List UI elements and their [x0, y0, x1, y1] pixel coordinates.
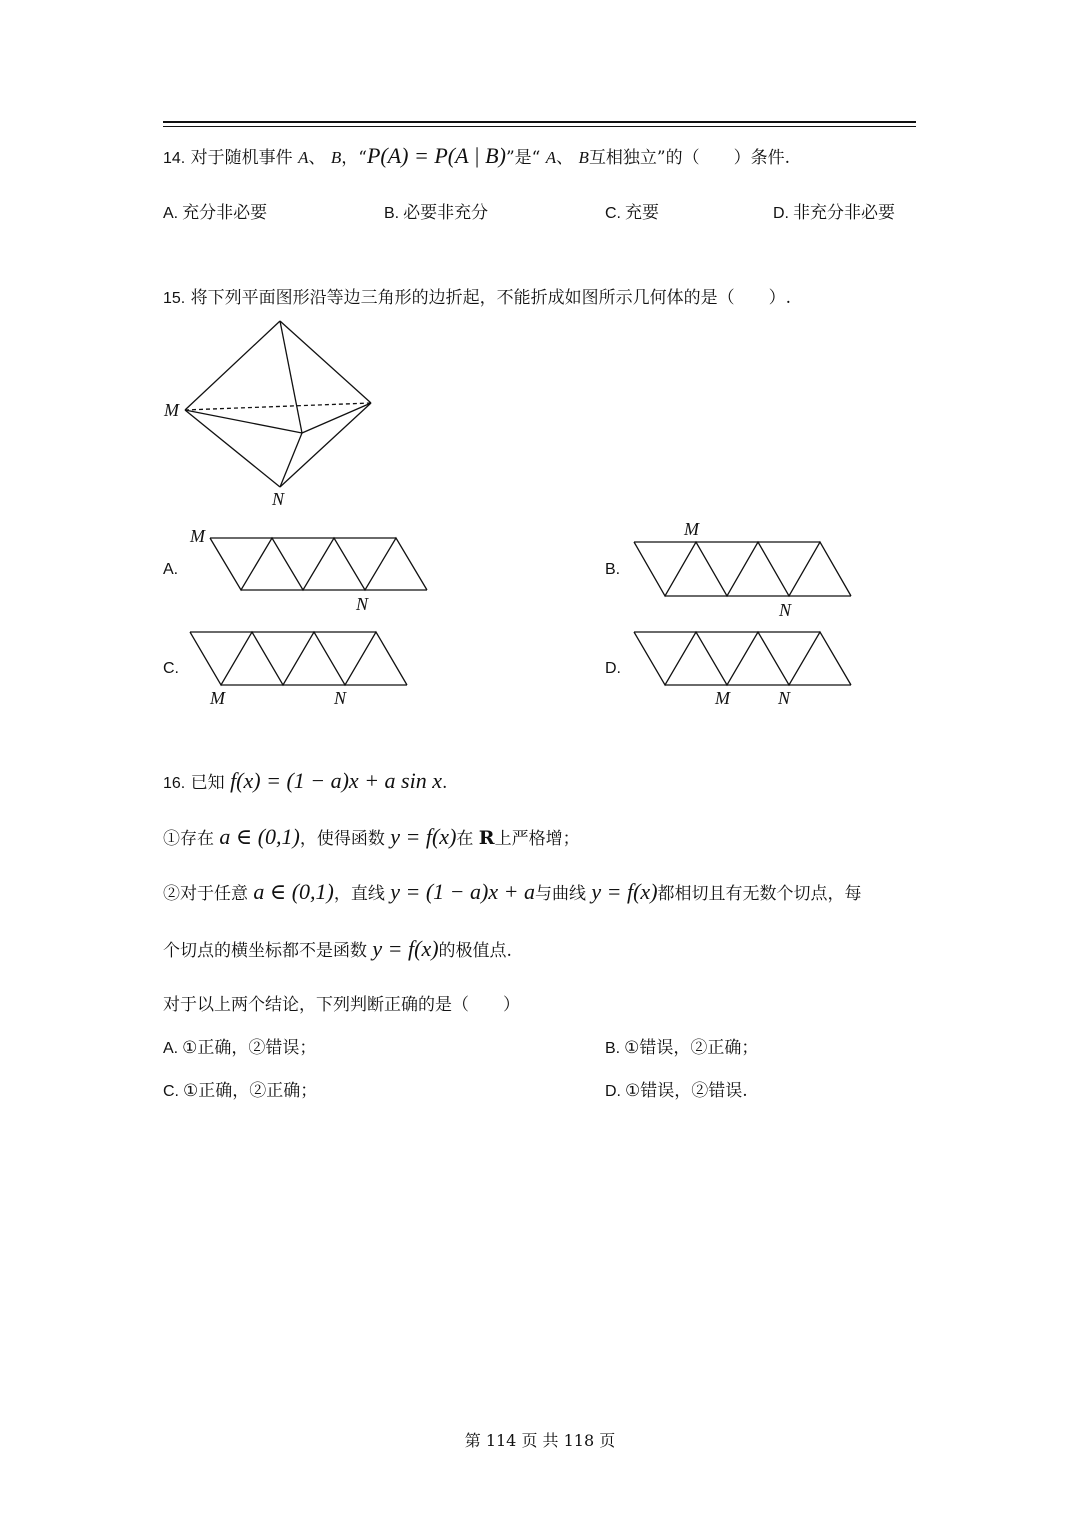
q14-event-a: A — [298, 148, 309, 167]
q16-option-b[interactable] — [605, 1033, 758, 1058]
q16-s2-curve: y = f(x) — [591, 879, 658, 904]
q16-s1-cond: a ∈ (0,1) — [219, 824, 300, 849]
net-c-label-n: N — [334, 688, 347, 708]
q14-option-d-text: 非充分非必要 — [793, 203, 895, 223]
q16-s2-mid3: 都相切且有无数个切点，每 — [657, 884, 862, 904]
q16-s2-mid2: 与曲线 — [534, 884, 586, 904]
q14-event-b2: B — [578, 148, 589, 167]
q14-sep: 、 — [308, 148, 326, 168]
q14-number: 14. — [163, 150, 186, 167]
q16-option-b-text: ①错误，②正确； — [624, 1038, 759, 1058]
q16-option-c[interactable] — [163, 1076, 317, 1101]
q16-option-d-letter: D. — [605, 1083, 621, 1100]
q14-event-b: B — [330, 148, 342, 167]
edge — [280, 433, 302, 487]
q16-option-c-text: ①正确，②正确； — [183, 1081, 318, 1101]
q14-option-d[interactable] — [773, 198, 895, 223]
header-rule-top — [163, 121, 916, 123]
q14-option-b[interactable] — [384, 198, 488, 223]
q15-option-b-letter[interactable]: B. — [605, 561, 621, 578]
q16-statement-2 — [163, 879, 862, 905]
edge — [280, 403, 371, 487]
q16-s2-line2-pre: 个切点的横坐标都不是函数 — [163, 941, 367, 961]
edge — [302, 403, 371, 433]
q16-option-a[interactable] — [163, 1033, 316, 1058]
net-zigzag — [634, 542, 851, 596]
q16-s2-line2-post: 的极值点. — [438, 941, 512, 961]
net-zigzag — [634, 632, 851, 685]
page-number-footer: 第 114 页 共 118 页 — [464, 1431, 616, 1450]
q15-text: 将下列平面图形沿等边三角形的边折起，不能折成如图所示几何体的是（ ）. — [190, 288, 792, 308]
q16-s2-cond: a ∈ (0,1) — [253, 879, 334, 904]
q16-intro-post: . — [441, 773, 448, 793]
q15-option-c-letter[interactable]: C. — [163, 660, 179, 677]
edge — [185, 321, 280, 410]
q16-intro-pre: 已知 — [190, 773, 225, 793]
net-b-label-m: M — [684, 519, 699, 539]
q14-option-d-letter: D. — [773, 205, 789, 222]
q16-option-a-text: ①正确，②错误； — [182, 1038, 317, 1058]
q15-number: 15. — [163, 290, 186, 307]
net-option-c[interactable] — [186, 626, 416, 716]
q16-s2-circle: ② — [163, 884, 180, 904]
q16-s2-mid1: ，直线 — [333, 884, 385, 904]
q16-intro-formula: f(x) = (1 − a)x + a sin x — [230, 768, 442, 793]
q14-lquote: “ — [358, 148, 367, 168]
q16-option-a-letter: A. — [163, 1040, 179, 1057]
edge — [185, 410, 280, 487]
net-zigzag — [190, 632, 407, 685]
q16-s1-pre: 存在 — [180, 829, 214, 849]
q16-s1-func: y = f(x) — [390, 824, 457, 849]
q16-s2-pre: 对于任意 — [180, 884, 248, 904]
vertex-label-n: N — [272, 489, 285, 509]
q16-intro — [163, 768, 447, 794]
q16-s1-post: 上严格增； — [494, 829, 580, 849]
q14-comma: ， — [341, 148, 359, 168]
q15-option-a-letter[interactable]: A. — [163, 561, 179, 578]
q14-option-c-letter: C. — [605, 205, 621, 222]
vertex-label-m: M — [164, 400, 179, 420]
q16-number: 16. — [163, 775, 186, 792]
q16-option-b-letter: B. — [605, 1040, 621, 1057]
net-option-a[interactable] — [186, 522, 436, 612]
octahedron-figure — [160, 315, 390, 515]
q16-s1-circle: ① — [163, 829, 180, 849]
q14-option-a[interactable] — [163, 198, 267, 223]
q15-option-d-letter[interactable]: D. — [605, 660, 621, 677]
net-a-label-n: N — [356, 594, 369, 612]
q16-statement-2-cont — [163, 936, 512, 962]
q14-text-post: 互相独立”的（ ）条件. — [588, 148, 791, 168]
q16-s1-mid: ，使得函数 — [299, 829, 385, 849]
q16-option-d[interactable] — [605, 1076, 748, 1101]
q14-event-a2: A — [545, 148, 557, 167]
net-a-label-m: M — [190, 526, 205, 546]
q14-stem — [163, 143, 790, 169]
q14-sep2: 、 — [556, 148, 574, 168]
q16-s1-real-r: R — [478, 827, 495, 849]
net-c-label-m: M — [210, 688, 225, 708]
q14-option-a-text: 充分非必要 — [182, 203, 268, 223]
q16-s2-func2: y = f(x) — [372, 936, 439, 961]
q14-option-b-letter: B. — [384, 205, 400, 222]
q14-formula: P(A) = P(A | B) — [366, 143, 506, 168]
q14-option-c-text: 充要 — [625, 203, 659, 223]
net-b-label-n: N — [779, 600, 792, 620]
q14-text-pre: 对于随机事件 — [190, 148, 293, 168]
q16-option-c-letter: C. — [163, 1083, 179, 1100]
q16-statement-1 — [163, 824, 580, 850]
q14-rquote: ”是“ — [505, 148, 541, 168]
hidden-edge — [185, 403, 371, 410]
net-d-label-n: N — [778, 688, 791, 708]
q16-option-d-text: ①错误，②错误. — [625, 1081, 748, 1101]
q14-option-a-letter: A. — [163, 205, 179, 222]
net-zigzag — [210, 538, 427, 590]
header-rule-bottom — [163, 126, 916, 127]
edge — [185, 410, 302, 433]
net-option-b[interactable] — [630, 516, 860, 620]
q15-stem — [163, 283, 791, 308]
q14-option-b-text: 必要非充分 — [403, 203, 489, 223]
net-d-label-m: M — [715, 688, 730, 708]
q16-s1-in: 在 — [456, 829, 474, 849]
q16-s2-line: y = (1 − a)x + a — [390, 879, 535, 904]
q16-ask: 对于以上两个结论，下列判断正确的是（ ） — [163, 995, 520, 1015]
q14-option-c[interactable] — [605, 198, 659, 223]
net-option-d[interactable] — [630, 626, 860, 716]
